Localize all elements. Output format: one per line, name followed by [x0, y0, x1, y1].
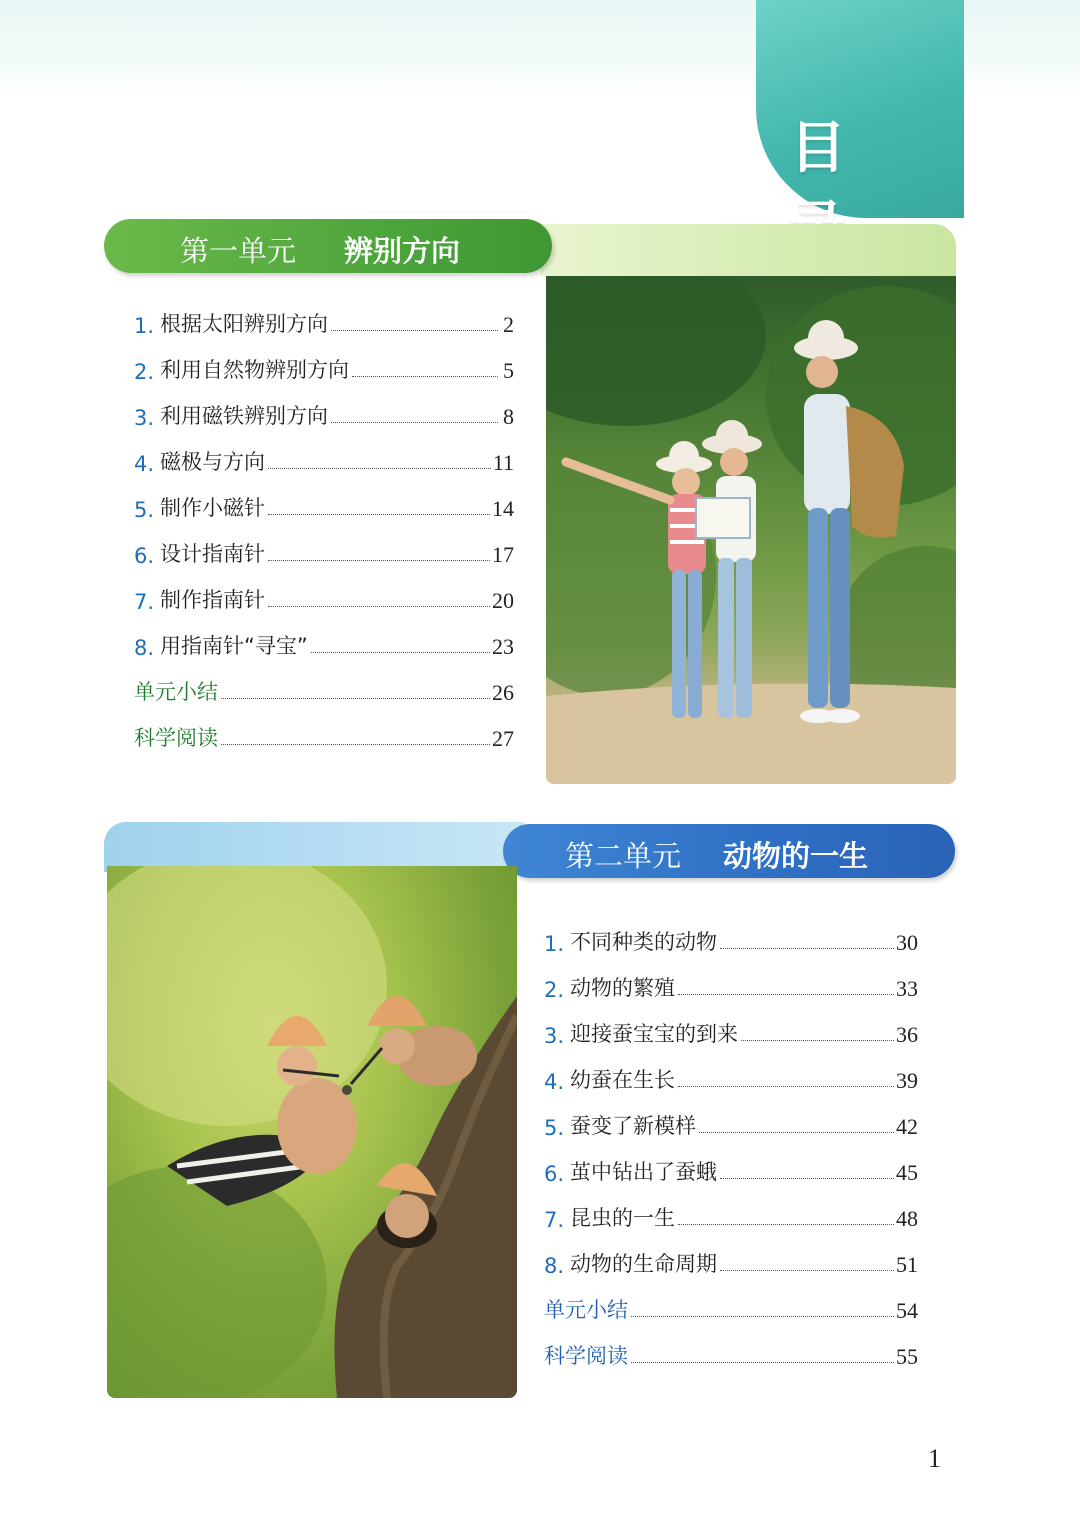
toc-item-title: 根据太阳辨别方向	[160, 312, 329, 336]
toc-item[interactable]	[134, 660, 514, 706]
unit1-label: 第一单元	[180, 234, 297, 268]
toc-item-number: 4.	[544, 1070, 565, 1094]
unit1-header-bar	[540, 224, 956, 276]
toc-leader-dots	[631, 1362, 894, 1363]
toc-item-number: 3.	[544, 1024, 565, 1048]
unit2-header-bar	[104, 822, 524, 872]
toc-item[interactable]	[134, 568, 514, 614]
toc-item-title: 利用自然物辨别方向	[160, 358, 350, 382]
toc-item[interactable]	[544, 910, 918, 956]
unit1-photo-hikers	[546, 276, 956, 784]
toc-item[interactable]	[544, 1140, 918, 1186]
toc-item-title: 迎接蚕宝宝的到来	[570, 1022, 739, 1046]
toc-item-title: 制作指南针	[160, 588, 266, 612]
toc-item-title: 用指南针“寻宝”	[160, 634, 308, 658]
toc-item[interactable]	[134, 292, 514, 338]
toc-item[interactable]	[134, 384, 514, 430]
unit2-label: 第二单元	[565, 839, 682, 873]
unit2-toc	[544, 910, 918, 1370]
toc-item-number: 7.	[544, 1208, 565, 1232]
toc-leader-dots	[678, 994, 894, 995]
toc-item-page: 20	[492, 588, 514, 613]
toc-item[interactable]	[544, 1324, 918, 1370]
page-number: 1	[928, 1444, 941, 1473]
toc-item-title: 科学阅读	[134, 726, 218, 750]
toc-item[interactable]	[544, 1048, 918, 1094]
contents-title: 目	[790, 116, 868, 181]
toc-item[interactable]	[544, 1278, 918, 1324]
toc-item-page: 33	[896, 976, 918, 1001]
toc-leader-dots	[268, 560, 490, 561]
toc-leader-dots	[720, 1178, 894, 1179]
toc-item-page: 51	[896, 1252, 918, 1277]
unit2-name: 动物的一生	[723, 839, 869, 873]
toc-leader-dots	[221, 744, 490, 745]
unit2-photo-hoopoes	[107, 866, 517, 1398]
unit1-toc	[134, 292, 514, 752]
unit2-header	[503, 824, 955, 878]
toc-leader-dots	[331, 422, 498, 423]
toc-item-page: 14	[492, 496, 514, 521]
toc-leader-dots	[221, 698, 490, 699]
toc-item-page: 55	[896, 1344, 918, 1369]
toc-item[interactable]	[544, 1186, 918, 1232]
toc-item-title: 幼蚕在生长	[570, 1068, 676, 1092]
toc-item-title: 动物的繁殖	[570, 976, 676, 1000]
toc-leader-dots	[352, 376, 498, 377]
toc-item-page: 26	[492, 680, 514, 705]
toc-item[interactable]	[134, 476, 514, 522]
toc-item-page: 2	[503, 312, 514, 337]
toc-item-page: 42	[896, 1114, 918, 1139]
toc-item[interactable]	[544, 956, 918, 1002]
toc-item-number: 8.	[544, 1254, 565, 1278]
toc-item-number: 2.	[544, 978, 565, 1002]
toc-leader-dots	[268, 468, 491, 469]
toc-item-title: 利用磁铁辨别方向	[160, 404, 329, 428]
toc-leader-dots	[741, 1040, 894, 1041]
toc-item-number: 6.	[544, 1162, 565, 1186]
toc-item-page: 5	[503, 358, 514, 383]
toc-item-number: 6.	[134, 544, 155, 568]
toc-item-title: 单元小结	[134, 680, 218, 704]
toc-item-number: 5.	[544, 1116, 565, 1140]
toc-item-page: 27	[492, 726, 514, 751]
toc-leader-dots	[720, 948, 894, 949]
toc-item-page: 8	[503, 404, 514, 429]
toc-item-title: 蚕变了新模样	[570, 1114, 697, 1138]
toc-item-page: 39	[896, 1068, 918, 1093]
toc-leader-dots	[268, 514, 490, 515]
toc-item-page: 45	[896, 1160, 918, 1185]
toc-item-page: 11	[492, 450, 514, 475]
toc-item[interactable]	[544, 1094, 918, 1140]
toc-item[interactable]	[134, 522, 514, 568]
toc-item-number: 5.	[134, 498, 155, 522]
toc-item-page: 54	[896, 1298, 918, 1323]
toc-leader-dots	[631, 1316, 894, 1317]
toc-item-number: 7.	[134, 590, 155, 614]
toc-leader-dots	[268, 606, 490, 607]
toc-item-title: 不同种类的动物	[570, 930, 718, 954]
toc-item-title: 昆虫的一生	[570, 1206, 676, 1230]
toc-item-page: 17	[492, 542, 514, 567]
toc-item-title: 设计指南针	[160, 542, 266, 566]
toc-item-page: 23	[492, 634, 514, 659]
toc-item-page: 30	[896, 930, 918, 955]
toc-item-title: 单元小结	[544, 1298, 628, 1322]
toc-item-title: 动物的生命周期	[570, 1252, 718, 1276]
toc-item-number: 8.	[134, 636, 155, 660]
toc-item[interactable]	[134, 614, 514, 660]
unit1-header	[104, 219, 552, 273]
toc-item[interactable]	[134, 706, 514, 752]
toc-leader-dots	[699, 1132, 894, 1133]
toc-leader-dots	[678, 1086, 894, 1087]
toc-item[interactable]	[544, 1232, 918, 1278]
toc-item-number: 3.	[134, 406, 155, 430]
toc-item-number: 2.	[134, 360, 155, 384]
toc-item-title: 茧中钻出了蚕蛾	[570, 1160, 718, 1184]
toc-item[interactable]	[544, 1002, 918, 1048]
toc-leader-dots	[720, 1270, 894, 1271]
unit1-name: 辨别方向	[344, 234, 461, 268]
toc-item-number: 4.	[134, 452, 155, 476]
toc-item-title: 磁极与方向	[160, 450, 266, 474]
toc-item-page: 48	[896, 1206, 918, 1231]
toc-item-title: 制作小磁针	[160, 496, 266, 520]
toc-leader-dots	[678, 1224, 894, 1225]
toc-item[interactable]	[134, 338, 514, 384]
toc-item-title: 科学阅读	[544, 1344, 628, 1368]
toc-item[interactable]	[134, 430, 514, 476]
toc-item-number: 1.	[134, 314, 155, 338]
toc-leader-dots	[331, 330, 498, 331]
toc-leader-dots	[311, 652, 490, 653]
toc-item-number: 1.	[544, 932, 565, 956]
toc-item-page: 36	[896, 1022, 918, 1047]
